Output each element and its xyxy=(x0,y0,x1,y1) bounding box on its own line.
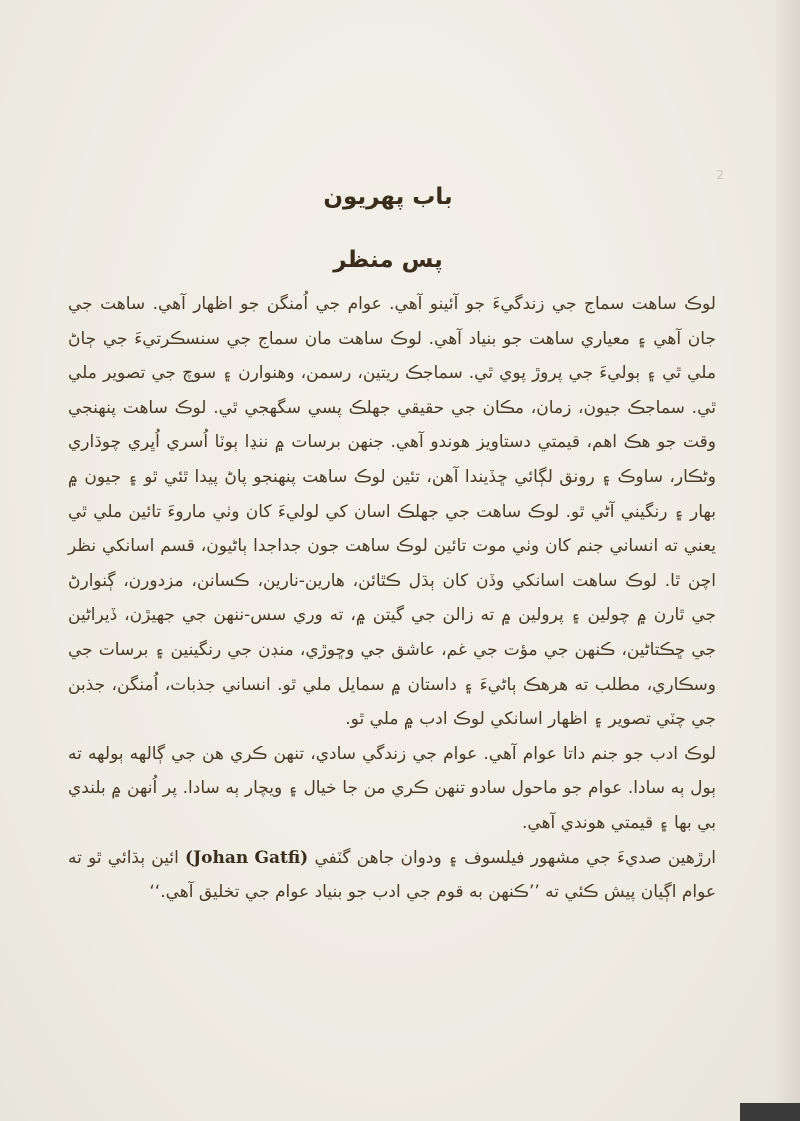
page-number: 2 xyxy=(716,168,724,182)
paragraph-2: لوڪ ادب جو جنم داتا عوام آهي. عوام جي زندگي سادي، تنهن ڪري هن جي ڳالهه ٻولهه ته ٻول ٻه سادا. عوام جو ماحول سادو تنهن ڪري من جا خيال ۽ ويچار ٻه سادا. پر اُنهن ۾ بلندي بي بها ۽ قيمتي هوندي آهي. xyxy=(68,743,716,833)
section-title: پس منظر xyxy=(333,247,443,273)
paragraph-3 xyxy=(68,841,716,910)
latin-name-last: Gatfi) xyxy=(254,847,309,868)
page-edge-shadow xyxy=(776,0,800,1121)
chapter-title: باب پهريون xyxy=(323,184,453,210)
body-text xyxy=(68,287,716,910)
paragraph-1: لوڪ ساهت سماج جي زندگيءَ جو آئينو آهي. عوام جي اُمنگن جو اظهار آهي. ساهت جي جان آهي ۽ معياري ساهت جو بنياد آهي. لوڪ ساهت مان سماج جي سنسڪرتيءَ جي ڄاڻ ملي ٿي ۽ ٻوليءَ جي پروڙ پوي ٿي. سماجڪ ريتين، رسمن، وهنوارن ۽ سوچ جي تصوير ملي ٿي. سماجڪ جيون، زمان، مڪان جي حقيقي جهلڪ پسي سگهجي ٿي. لوڪ ساهت پنهنجي وقت جو هڪ اهم، قيمتي دستاويز هوندو آهي. جنهن برسات ۾ ننڍا ٻوٽا اُسري اُڀري چوڌاري وڻڪار، ساوڪ ۽ رونق لڳائي ڇڏيندا آهن، تئين لوڪ ساهت پنهنجو پاڻ پيدا ٿئي ٿو ۽ جيون ۾ بهار ۽ رنگيني آڻي ٿو. لوڪ ساهت جي جهلڪ اسان کي لوليءَ کان وٺي ماروءَ تائين ملي ٿي يعني ته انساني جنم کان وٺي موت تائين لوڪ ساهت جون جداجدا ٻاڻيون، قسم اسانکي نظر اچن ٿا. لوڪ ساهت اسانکي وڏن کان ٻڌل ڪٿائن، هارين-نارين، ڪسانن، مزدورن، ڳنوارڻ جي ٿارن ۾ چولين ۽ پرولين ۾ ته زالن جي گيتن ۾، ته وري سس-ننهن جي جهيڙن، ڏيراڻين جي ڇڪتاڻين، ڪنهن جي مؤت جي غم، عاشق جي وڇوڙي، منڊن جي رنگينين ۽ برسات جي وسڪاري، مطلب ته هرهڪ ٻاڻيءَ ۽ داستان ۾ سمايل ملي ٿو. انساني جذبات، اُمنگن، جذبن جي چٽي تصوير ۽ اظهار اسانکي لوڪ ادب ۾ ملي ٿو. xyxy=(68,294,716,730)
paragraph-3-text-before: ارڙهين صديءَ جي مشهور فيلسوف ۽ ودوان جاهن گٽفي xyxy=(314,847,717,868)
paragraph-3-text-after: ائين ٻڌائي ٿو ته عوام اڳيان پيش ڪئي ته ’’ڪنهن به قوم جي ادب جو بنياد عوام جي تخليق آهي.‘‘ xyxy=(68,847,716,903)
latin-name-first: (Johan xyxy=(185,847,249,868)
page-corner xyxy=(740,1103,800,1121)
